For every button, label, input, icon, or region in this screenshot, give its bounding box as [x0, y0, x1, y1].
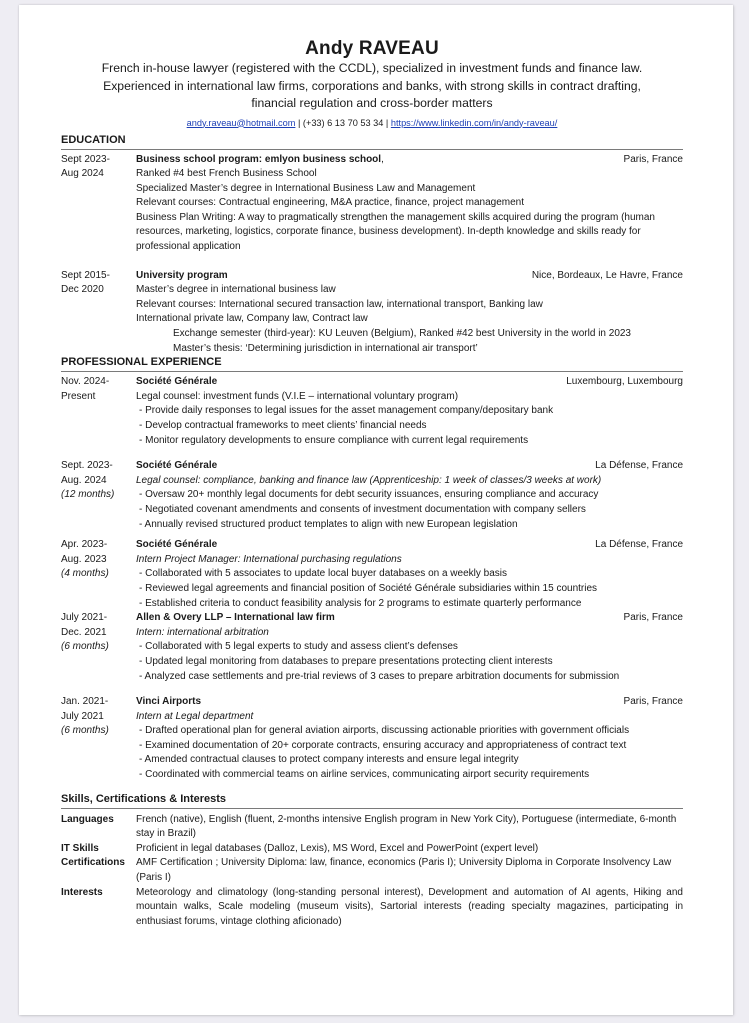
education-entry	[61, 153, 683, 255]
bullet-item: - Examined documentation of 20+ corporate contracts, ensuring accuracy and appropriateness of contract text	[139, 739, 627, 751]
entry-line: Business Plan Writing: A way to pragmatically strengthen the management skills acquired during the program (human resources, marketing, logistics, corporate finance, business development). In-depth knowledge and skills ready for professional application	[136, 211, 655, 253]
skills-label: Interests	[61, 886, 103, 898]
section-title-education: EDUCATION	[61, 134, 683, 150]
bullet-item: - Established criteria to conduct feasibility analysis for 2 programs to estimate quarterly performance	[139, 597, 582, 609]
date-end: Present	[61, 390, 96, 402]
entry-dates	[61, 375, 136, 448]
employer-name: Société Générale	[136, 460, 218, 472]
duration: (6 months)	[61, 725, 109, 737]
entry-head	[136, 695, 683, 710]
punctuation: ,	[381, 153, 384, 165]
skills-label: Certifications	[61, 857, 125, 869]
job-role: Intern at Legal department	[136, 710, 254, 722]
contact-line	[61, 117, 683, 130]
employer-name: Allen & Overy LLP – International law firm	[136, 612, 335, 624]
experience-section	[61, 356, 683, 782]
resume-content	[61, 5, 683, 929]
date-end: Aug. 2023	[61, 553, 107, 565]
skills-value: AMF Certification ; University Diploma: law, finance, economics (Paris I); University Diploma in Corporate Insolvency Law (Paris I)	[136, 857, 672, 884]
entry-head	[136, 269, 683, 284]
employer-name: Société Générale	[136, 376, 218, 388]
bullet-item: - Develop contractual frameworks to meet clients’ financial needs	[139, 420, 427, 431]
entry-body	[136, 153, 683, 255]
location: Nice, Bordeaux, Le Havre, France	[531, 269, 683, 281]
location: Paris, France	[623, 153, 683, 165]
experience-entry	[61, 375, 683, 448]
job-role: Intern Project Manager: International purchasing regulations	[136, 553, 402, 565]
entry-body	[136, 695, 683, 783]
location: Paris, France	[623, 612, 683, 624]
summary-line: Experienced in international law firms, corporations and banks, with strong skills in contract drafting,	[103, 78, 641, 93]
job-role: Intern: international arbitration	[136, 626, 269, 638]
skills-value: French (native), English (fluent, 2-months intensive English program in New York City), Portuguese (intermediate, 6-month stay in Brazil)	[136, 813, 677, 840]
phone-number: (+33) 6 13 70 53 34	[302, 117, 384, 128]
entry-line-indented: Exchange semester (third-year): KU Leuven (Belgium), Ranked #42 best University in the world in 2023	[173, 328, 631, 340]
entry-head	[136, 459, 683, 474]
bullet-list	[136, 724, 683, 782]
bullet-item: - Provide daily responses to legal issues for the asset management company/depositary bank	[139, 405, 554, 417]
entry-head	[136, 611, 683, 626]
duration: (6 months)	[61, 641, 109, 653]
separator: |	[383, 117, 391, 128]
entry-dates	[61, 269, 136, 357]
experience-entry	[61, 538, 683, 611]
entry-head	[136, 538, 683, 553]
entry-dates	[61, 538, 136, 611]
entry-body	[136, 459, 683, 532]
job-role: Legal counsel: compliance, banking and finance law (Apprenticeship: 1 week of classes/3 weeks at work)	[136, 474, 602, 486]
date-end: Aug. 2024	[61, 474, 107, 486]
entry-body	[136, 269, 683, 357]
entry-dates	[61, 611, 136, 684]
section-title-skills: Skills, Certifications & Interests	[61, 793, 683, 809]
email-link[interactable]: andy.raveau@hotmail.com	[186, 117, 296, 128]
entry-body	[136, 375, 683, 448]
education-section	[61, 134, 683, 357]
date-start: Apr. 2023-	[61, 539, 108, 551]
duration: (12 months)	[61, 489, 115, 501]
date-start: Sept 2015-	[61, 269, 110, 281]
bullet-item: - Reviewed legal agreements and financial position of Société Générale subsidiaries within 15 countries	[139, 582, 598, 594]
bullet-item: - Oversaw 20+ monthly legal documents for debt security issuances, ensuring compliance and accuracy	[139, 489, 599, 501]
entry-dates	[61, 459, 136, 532]
entry-dates	[61, 695, 136, 783]
job-role: Legal counsel: investment funds (V.I.E – international voluntary program)	[136, 390, 459, 402]
entry-head	[136, 375, 683, 390]
bullet-item: - Coordinated with commercial teams on airline services, communicating airport security requirements	[139, 769, 590, 781]
experience-entry	[61, 459, 683, 532]
experience-entry	[61, 695, 683, 783]
summary-line: financial regulation and cross-border matters	[251, 96, 493, 110]
candidate-name: Andy RAVEAU	[305, 38, 439, 59]
section-title-experience: PROFESSIONAL EXPERIENCE	[61, 356, 683, 372]
location: La Défense, France	[595, 539, 683, 551]
bullet-item: - Drafted operational plan for general aviation airports, discussing actionable priorities with government officials	[139, 725, 630, 737]
skills-row-languages	[61, 813, 683, 842]
skills-row-it-skills	[61, 842, 683, 857]
skills-row-certifications	[61, 856, 683, 885]
entry-body	[136, 538, 683, 611]
date-end: Dec 2020	[61, 284, 104, 296]
date-end: July 2021	[61, 710, 104, 722]
institution-name: Business school program: emlyon business school	[136, 153, 382, 165]
employer-name: Société Générale	[136, 539, 218, 551]
bullet-list	[136, 404, 683, 448]
bullet-item: - Annually revised structured product templates to align with new European legislation	[139, 518, 518, 530]
date-start: Nov. 2024-	[61, 376, 110, 388]
bullet-item: - Monitor regulatory developments to ensure compliance with current legal requirements	[139, 434, 529, 446]
linkedin-link[interactable]: https://www.linkedin.com/in/andy-raveau/	[390, 117, 558, 128]
date-start: Jan. 2021-	[61, 696, 109, 708]
location: La Défense, France	[595, 460, 683, 472]
separator: |	[295, 117, 303, 128]
bullet-list	[136, 488, 683, 532]
institution-name: University program	[136, 269, 228, 281]
entry-head	[136, 153, 683, 168]
entry-body	[136, 611, 683, 684]
date-start: July 2021-	[61, 612, 108, 624]
location: Luxembourg, Luxembourg	[566, 376, 683, 388]
experience-entry	[61, 611, 683, 684]
bullet-item: - Collaborated with 5 associates to update local buyer databases on a weekly basis	[139, 568, 507, 580]
entry-line: Relevant courses: Contractual engineering, M&A practice, finance, project management	[136, 197, 524, 209]
skills-row-interests	[61, 886, 683, 930]
bullet-list	[136, 640, 683, 684]
employer-name: Vinci Airports	[136, 696, 202, 708]
skills-section	[61, 793, 683, 930]
entry-line-indented: Master’s thesis: ‘Determining jurisdiction in international air transport’	[173, 342, 478, 354]
bullet-item: - Analyzed case settlements and pre-trial reviews of 3 cases to prepare arbitration documents for submission	[139, 670, 620, 682]
summary-line: French in-house lawyer (registered with the CCDL), specialized in investment funds and finance law.	[101, 61, 643, 75]
skills-value: Proficient in legal databases (Dalloz, Lexis), MS Word, Excel and PowerPoint (expert level)	[136, 842, 539, 854]
skills-value: Meteorology and climatology (long-standing personal interest), Development and automation of AI agents, Hiking and mountain walks, Scale modeling (museum visits), Sartorial interests (reading specialty magazines, participating in enthusiast forums, vintage clothing aficionado)	[136, 886, 683, 927]
location: Paris, France	[623, 696, 683, 708]
entry-line: Master’s degree in international business law	[136, 284, 336, 296]
duration: (4 months)	[61, 568, 109, 580]
entry-line: Specialized Master’s degree in International Business Law and Management	[136, 182, 476, 194]
entry-line: International private law, Company law, Contract law	[136, 313, 368, 325]
resume-page	[19, 5, 733, 1015]
date-end: Aug 2024	[61, 168, 104, 180]
bullet-item: - Collaborated with 5 legal experts to study and assess client’s defenses	[139, 641, 458, 653]
entry-line: Relevant courses: International secured transaction law, international transport, Banking law	[136, 298, 543, 310]
entry-dates	[61, 153, 136, 255]
education-entry	[61, 269, 683, 357]
date-start: Sept. 2023-	[61, 460, 113, 472]
bullet-item: - Negotiated covenant amendments and consents of investment documentation with company sellers	[139, 503, 586, 515]
bullet-item: - Updated legal monitoring from databases to prepare presentations protecting client interests	[139, 655, 553, 667]
professional-summary	[61, 60, 683, 113]
date-start: Sept 2023-	[61, 153, 110, 165]
skills-label: IT Skills	[61, 842, 99, 854]
entry-line: Ranked #4 best French Business School	[136, 168, 317, 180]
skills-label: Languages	[61, 813, 114, 825]
date-end: Dec. 2021	[61, 626, 107, 638]
bullet-item: - Amended contractual clauses to protect company interests and ensure legal integrity	[139, 754, 519, 766]
bullet-list	[136, 567, 683, 611]
